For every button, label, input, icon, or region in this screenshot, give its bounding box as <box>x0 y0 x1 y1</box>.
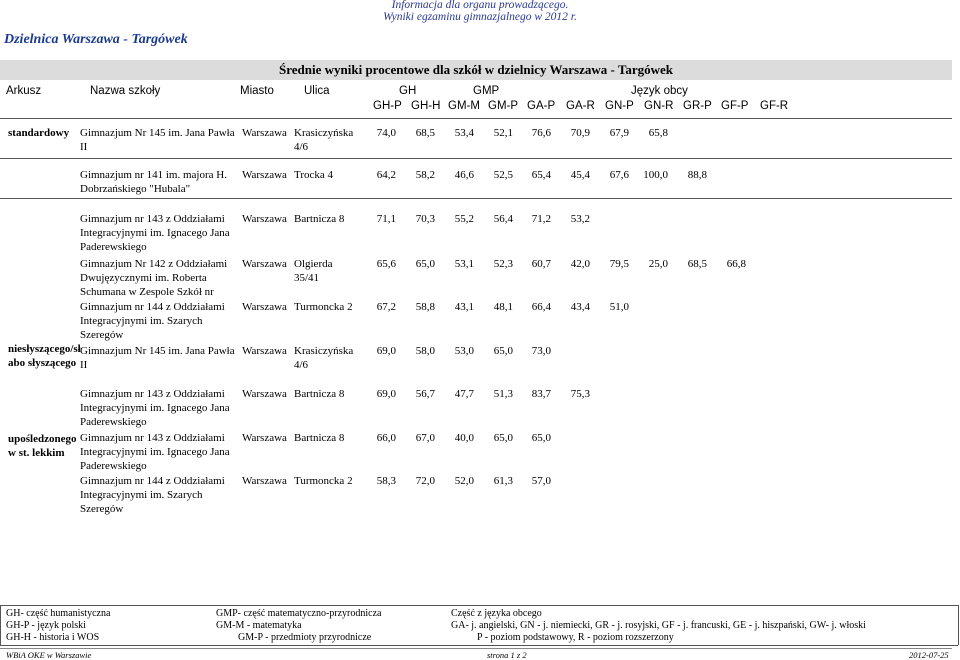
score-cell: 58,3 <box>376 475 396 487</box>
score-cell: 53,2 <box>570 213 590 225</box>
legend-rule-right <box>958 605 959 645</box>
score-cell: 53,1 <box>454 258 474 270</box>
score-cell: 88,8 <box>687 169 707 181</box>
score-cell: 56,7 <box>415 388 435 400</box>
score-cell: 61,3 <box>493 475 513 487</box>
sub-ga-p: GA-P <box>527 100 556 112</box>
signature-date: 2012-07-25 <box>909 650 949 660</box>
score-cell: 55,2 <box>454 213 474 225</box>
legend-gm-p: GM-P - przedmioty przyrodnicze <box>238 632 372 643</box>
sub-gh-h: GH-H <box>411 100 441 112</box>
score-cell: 48,1 <box>493 301 513 313</box>
header-rule <box>0 118 952 119</box>
score-cell: 65,0 <box>493 345 513 357</box>
score-cell: 67,0 <box>415 432 435 444</box>
score-cell: 67,2 <box>376 301 396 313</box>
section-rule-2 <box>0 198 952 199</box>
score-cell: 75,3 <box>570 388 590 400</box>
legend-gmp: GMP- część matematyczno-przyrodnicza <box>216 608 382 619</box>
col-nazwa: Nazwa szkoły <box>90 85 161 97</box>
score-cell: 40,0 <box>454 432 474 444</box>
score-cell: 65,0 <box>531 432 551 444</box>
score-cell: 100,0 <box>643 169 668 181</box>
score-cell: 76,6 <box>531 127 551 139</box>
school-name: Gimnazjum nr 143 z Oddziałami Integracyjnymi im. Ignacego Jana Paderewskiego <box>80 432 230 472</box>
district-title: Dzielnica Warszawa - Targówek <box>4 32 188 47</box>
score-cell: 58,8 <box>415 301 435 313</box>
score-cell: 25,0 <box>648 258 668 270</box>
school-name: Gimnazjum nr 143 z Oddziałami Integracyjnymi im. Ignacego Jana Paderewskiego <box>80 388 230 428</box>
score-cell: 68,5 <box>415 127 435 139</box>
score-cell: 60,7 <box>531 258 551 270</box>
score-cell: 72,0 <box>415 475 435 487</box>
street-cell: Bartnicza 8 <box>294 432 345 444</box>
street-cell: Krasiczyńska 4/6 <box>294 127 354 153</box>
city-cell: Warszawa <box>242 388 287 400</box>
score-cell: 53,0 <box>454 345 474 357</box>
section-rule-1 <box>0 158 952 159</box>
street-cell: Olgierda 35/41 <box>294 258 333 284</box>
signature-page: strona 1 z 2 <box>487 650 527 660</box>
score-cell: 65,8 <box>648 127 668 139</box>
category-standard: standardowy <box>8 127 70 139</box>
score-cell: 70,9 <box>570 127 590 139</box>
legend-gm-m: GM-M - matematyka <box>216 620 302 631</box>
score-cell: 73,0 <box>531 345 551 357</box>
score-cell: 45,4 <box>570 169 590 181</box>
sub-gf-r: GF-R <box>760 100 789 112</box>
score-cell: 71,2 <box>531 213 551 225</box>
score-cell: 65,4 <box>531 169 551 181</box>
score-cell: 67,6 <box>609 169 629 181</box>
legend-gh-h: GH-H - historia i WOS <box>6 632 100 643</box>
score-cell: 52,1 <box>493 127 513 139</box>
score-cell: 74,0 <box>376 127 396 139</box>
street-cell: Turmoncka 2 <box>294 301 353 313</box>
page-title: Średnie wyniki procentowe dla szkół w dzielnicy Warszawa - Targówek <box>279 62 673 77</box>
sub-gr-p: GR-P <box>683 100 712 112</box>
col-arkusz: Arkusz <box>6 85 42 97</box>
legend-gh: GH- część humanistyczna <box>6 608 111 619</box>
city-cell: Warszawa <box>242 213 287 225</box>
sub-gn-r: GN-R <box>644 100 674 112</box>
score-cell: 57,0 <box>531 475 551 487</box>
score-cell: 53,4 <box>454 127 474 139</box>
score-cell: 66,4 <box>531 301 551 313</box>
school-name: Gimnazjum nr 144 z Oddziałami Integracyjnymi im. Szarych Szeregów <box>80 475 225 515</box>
legend-gh-p: GH-P - język polski <box>6 620 86 631</box>
city-cell: Warszawa <box>242 432 287 444</box>
score-cell: 51,0 <box>609 301 629 313</box>
sub-gm-p: GM-P <box>488 100 519 112</box>
street-cell: Bartnicza 8 <box>294 388 345 400</box>
city-cell: Warszawa <box>242 475 287 487</box>
score-cell: 58,2 <box>415 169 435 181</box>
legend-rule-bottom <box>0 645 958 646</box>
info-line-1: Informacja dla organu prowadzącego. <box>391 0 569 11</box>
sub-gm-m: GM-M <box>448 100 480 112</box>
score-cell: 65,0 <box>493 432 513 444</box>
sub-gn-p: GN-P <box>605 100 634 112</box>
school-name: Gimnazjum nr 143 z Oddziałami Integracyjnymi im. Ignacego Jana Paderewskiego <box>80 213 230 253</box>
sub-gh-p: GH-P <box>373 100 402 112</box>
col-jezyk: Język obcy <box>631 85 688 97</box>
score-cell: 83,7 <box>531 388 551 400</box>
col-miasto: Miasto <box>240 85 274 97</box>
street-cell: Trocka 4 <box>294 169 334 181</box>
score-cell: 46,6 <box>454 169 474 181</box>
score-cell: 52,5 <box>493 169 513 181</box>
score-cell: 47,7 <box>454 388 474 400</box>
legend-lang-codes: GA- j. angielski, GN - j. niemiecki, GR - j. rosyjski, GF - j. francuski, GE - j. hiszpański, GW- j. włoski <box>451 620 866 631</box>
col-gh: GH <box>399 85 417 97</box>
score-cell: 58,0 <box>415 345 435 357</box>
city-cell: Warszawa <box>242 301 287 313</box>
score-cell: 68,5 <box>687 258 707 270</box>
score-cell: 43,1 <box>454 301 474 313</box>
sub-gf-p: GF-P <box>721 100 749 112</box>
score-cell: 64,2 <box>376 169 396 181</box>
score-cell: 69,0 <box>376 388 396 400</box>
score-cell: 43,4 <box>570 301 590 313</box>
score-cell: 66,8 <box>726 258 746 270</box>
score-cell: 56,4 <box>493 213 513 225</box>
sub-ga-r: GA-R <box>566 100 595 112</box>
school-name: Gimnazjum Nr 145 im. Jana Pawła II <box>80 345 235 371</box>
score-cell: 71,1 <box>376 213 396 225</box>
info-line-2: Wyniki egzaminu gimnazjalnego w 2012 r. <box>383 11 577 23</box>
city-cell: Warszawa <box>242 169 287 181</box>
col-ulica: Ulica <box>304 85 330 97</box>
signature-rule <box>0 648 952 649</box>
score-cell: 79,5 <box>609 258 629 270</box>
school-name: Gimnazjum Nr 145 im. Jana Pawła II <box>80 127 235 153</box>
score-cell: 65,0 <box>415 258 435 270</box>
score-cell: 69,0 <box>376 345 396 357</box>
score-cell: 52,0 <box>454 475 474 487</box>
score-cell: 67,9 <box>609 127 629 139</box>
street-cell: Bartnicza 8 <box>294 213 345 225</box>
signature-left: WBiA OKE w Warszawie <box>6 650 92 660</box>
legend-rule-left <box>0 605 1 645</box>
street-cell: Krasiczyńska 4/6 <box>294 345 354 371</box>
score-cell: 65,6 <box>376 258 396 270</box>
score-cell: 66,0 <box>376 432 396 444</box>
school-name: Gimnazjum Nr 142 z Oddziałami Dwujęzycznymi im. Roberta Schumana w Zespole Szkół nr <box>80 258 228 298</box>
city-cell: Warszawa <box>242 127 287 139</box>
legend-levels: P - poziom podstawowy, R - poziom rozszerzony <box>477 632 674 643</box>
school-name: Gimnazjum nr 141 im. majora H. Dobrzańskiego "Hubala" <box>80 169 227 195</box>
legend-rule-top <box>0 605 958 606</box>
score-cell: 52,3 <box>493 258 513 270</box>
category-mild: upośledzonego w st. lekkim <box>8 433 77 459</box>
score-cell: 51,3 <box>493 388 513 400</box>
score-cell: 42,0 <box>570 258 590 270</box>
score-cell: 70,3 <box>415 213 435 225</box>
street-cell: Turmoncka 2 <box>294 475 353 487</box>
school-name: Gimnazjum nr 144 z Oddziałami Integracyjnymi im. Szarych Szeregów <box>80 301 225 341</box>
city-cell: Warszawa <box>242 345 287 357</box>
category-deaf: niesłyszącego/słabo słyszącego <box>8 343 81 369</box>
city-cell: Warszawa <box>242 258 287 270</box>
legend-lang: Część z języka obcego <box>451 608 542 619</box>
col-gmp: GMP <box>473 85 500 97</box>
